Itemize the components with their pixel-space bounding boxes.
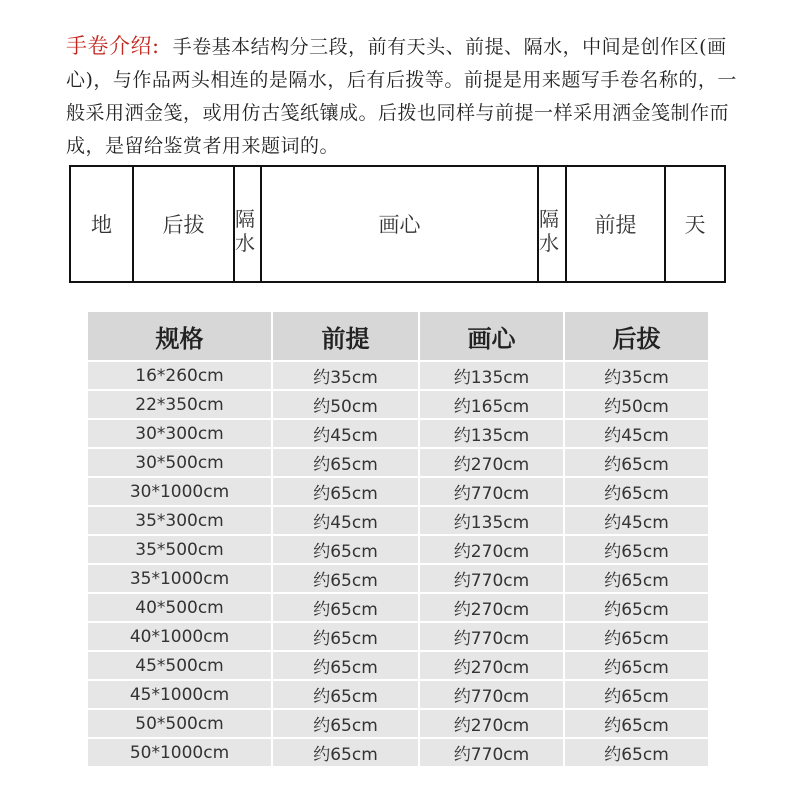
cell-houba: 约50cm bbox=[565, 391, 708, 418]
cell-houba: 约65cm bbox=[565, 478, 708, 505]
table-row bbox=[88, 565, 708, 592]
segment-huaxin: 画心 bbox=[262, 167, 539, 281]
table-row bbox=[88, 391, 708, 418]
cell-qianti: 约65cm bbox=[273, 449, 418, 476]
table-row bbox=[88, 420, 708, 447]
table-row bbox=[88, 536, 708, 563]
segment-di: 地 bbox=[71, 167, 134, 281]
cell-qianti: 约65cm bbox=[273, 739, 418, 766]
cell-qianti: 约65cm bbox=[273, 594, 418, 621]
segment-geshui-left: 隔水 bbox=[235, 167, 262, 281]
cell-spec: 16*260cm bbox=[88, 362, 271, 389]
table-row bbox=[88, 478, 708, 505]
cell-houba: 约45cm bbox=[565, 507, 708, 534]
cell-spec: 45*500cm bbox=[88, 652, 271, 679]
cell-spec: 30*1000cm bbox=[88, 478, 271, 505]
cell-qianti: 约45cm bbox=[273, 420, 418, 447]
cell-houba: 约65cm bbox=[565, 623, 708, 650]
table-row bbox=[88, 710, 708, 737]
cell-huaxin: 约770cm bbox=[420, 681, 563, 708]
cell-houba: 约65cm bbox=[565, 565, 708, 592]
cell-qianti: 约65cm bbox=[273, 681, 418, 708]
cell-houba: 约35cm bbox=[565, 362, 708, 389]
cell-spec: 30*500cm bbox=[88, 449, 271, 476]
cell-houba: 约65cm bbox=[565, 739, 708, 766]
cell-qianti: 约45cm bbox=[273, 507, 418, 534]
cell-spec: 30*300cm bbox=[88, 420, 271, 447]
intro-heading: 手卷介绍: bbox=[66, 34, 160, 58]
cell-huaxin: 约270cm bbox=[420, 536, 563, 563]
cell-huaxin: 约270cm bbox=[420, 710, 563, 737]
cell-qianti: 约65cm bbox=[273, 536, 418, 563]
cell-spec: 35*300cm bbox=[88, 507, 271, 534]
table-row bbox=[88, 362, 708, 389]
cell-huaxin: 约770cm bbox=[420, 623, 563, 650]
cell-spec: 40*500cm bbox=[88, 594, 271, 621]
cell-houba: 约65cm bbox=[565, 594, 708, 621]
header-houba: 后拔 bbox=[565, 312, 708, 360]
segment-geshui-right: 隔水 bbox=[539, 167, 567, 281]
cell-huaxin: 约770cm bbox=[420, 565, 563, 592]
cell-spec: 50*1000cm bbox=[88, 739, 271, 766]
segment-qianti: 前提 bbox=[567, 167, 666, 281]
cell-spec: 35*1000cm bbox=[88, 565, 271, 592]
cell-huaxin: 约270cm bbox=[420, 652, 563, 679]
cell-qianti: 约65cm bbox=[273, 478, 418, 505]
table-row bbox=[88, 507, 708, 534]
cell-houba: 约65cm bbox=[565, 710, 708, 737]
cell-qianti: 约35cm bbox=[273, 362, 418, 389]
cell-qianti: 约65cm bbox=[273, 652, 418, 679]
cell-spec: 35*500cm bbox=[88, 536, 271, 563]
intro-text bbox=[66, 30, 756, 163]
header-qianti: 前提 bbox=[273, 312, 418, 360]
cell-houba: 约65cm bbox=[565, 652, 708, 679]
table-row bbox=[88, 449, 708, 476]
cell-houba: 约65cm bbox=[565, 449, 708, 476]
table-row bbox=[88, 739, 708, 766]
cell-qianti: 约65cm bbox=[273, 710, 418, 737]
cell-qianti: 约65cm bbox=[273, 565, 418, 592]
cell-qianti: 约50cm bbox=[273, 391, 418, 418]
cell-spec: 50*500cm bbox=[88, 710, 271, 737]
cell-huaxin: 约135cm bbox=[420, 362, 563, 389]
cell-houba: 约45cm bbox=[565, 420, 708, 447]
intro-body: 手卷基本结构分三段，前有天头、前提、隔水，中间是创作区(画心)，与作品两头相连的是隔水，后有后拨等。前提是用来题写手卷名称的，一般采用洒金笺，或用仿古笺纸镶成。后拨也同样与前提一样采用洒金笺制作而成，是留给鉴赏者用来题词的。 bbox=[66, 36, 737, 157]
cell-huaxin: 约135cm bbox=[420, 420, 563, 447]
table-row bbox=[88, 594, 708, 621]
cell-huaxin: 约165cm bbox=[420, 391, 563, 418]
cell-huaxin: 约135cm bbox=[420, 507, 563, 534]
handscroll-structure-diagram bbox=[69, 165, 726, 283]
cell-huaxin: 约770cm bbox=[420, 478, 563, 505]
header-huaxin: 画心 bbox=[420, 312, 563, 360]
header-spec: 规格 bbox=[88, 312, 271, 360]
cell-huaxin: 约270cm bbox=[420, 594, 563, 621]
segment-tian: 天 bbox=[684, 213, 706, 237]
table-row bbox=[88, 681, 708, 708]
table-row bbox=[88, 623, 708, 650]
cell-huaxin: 约270cm bbox=[420, 449, 563, 476]
segment-houba: 后拔 bbox=[134, 167, 235, 281]
size-spec-table bbox=[86, 310, 710, 768]
cell-spec: 40*1000cm bbox=[88, 623, 271, 650]
table-header-row bbox=[88, 312, 708, 360]
table-row bbox=[88, 652, 708, 679]
cell-huaxin: 约770cm bbox=[420, 739, 563, 766]
cell-qianti: 约65cm bbox=[273, 623, 418, 650]
cell-houba: 约65cm bbox=[565, 681, 708, 708]
cell-houba: 约65cm bbox=[565, 536, 708, 563]
cell-spec: 45*1000cm bbox=[88, 681, 271, 708]
cell-spec: 22*350cm bbox=[88, 391, 271, 418]
